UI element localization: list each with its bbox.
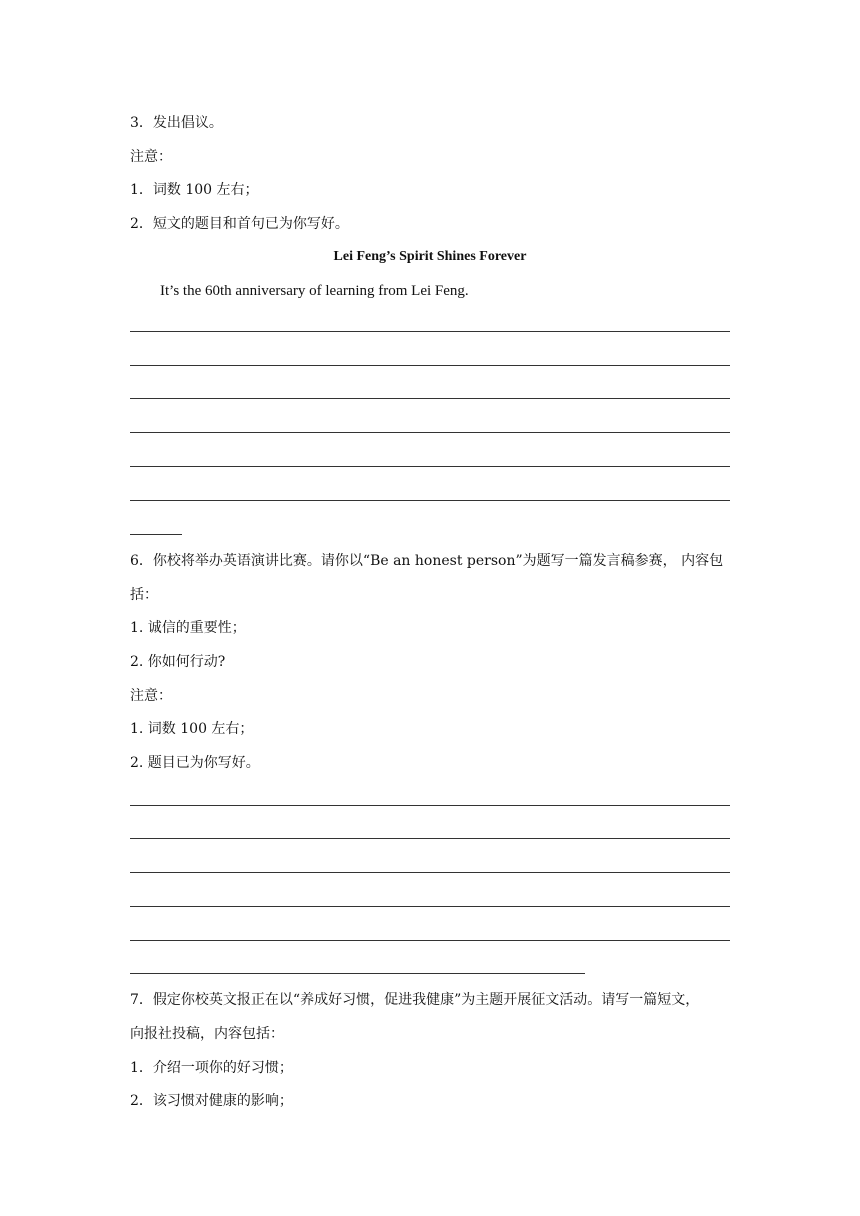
writing-line-short: [130, 973, 585, 974]
writing-line: [130, 838, 730, 839]
writing-line: [130, 940, 730, 941]
q7-item-2: 2．该习惯对健康的影响；: [130, 1093, 293, 1109]
q6-note-label: 注意：: [130, 688, 172, 704]
writing-line: [130, 398, 730, 399]
q6-item-1: 1. 诚信的重要性；: [130, 620, 246, 636]
writing-line-short: [130, 534, 182, 535]
prev-note-label: 注意：: [130, 149, 172, 165]
q6-prompt-cont: 括：: [130, 587, 158, 603]
essay-title: Lei Feng’s Spirit Shines Forever: [333, 249, 527, 264]
writing-line: [130, 331, 730, 332]
writing-line: [130, 432, 730, 433]
prev-note-2: 2．短文的题目和首句已为你写好。: [130, 216, 349, 232]
q7-prompt-cont: 向报社投稿，内容包括：: [130, 1026, 284, 1042]
prev-note-1: 1．词数 100 左右；: [130, 182, 259, 198]
writing-line: [130, 365, 730, 366]
essay-first-sentence: It’s the 60th anniversary of learning from Lei Feng.: [160, 283, 469, 299]
writing-line: [130, 500, 730, 501]
prev-item-3: 3．发出倡议。: [130, 115, 223, 131]
q7-prompt: 7．假定你校英文报正在以“养成好习惯，促进我健康”为主题开展征文活动。请写一篇短文，: [130, 992, 700, 1008]
q6-note-2: 2. 题目已为你写好。: [130, 755, 260, 771]
writing-line: [130, 466, 730, 467]
q6-prompt: 6．你校将举办英语演讲比赛。请你以“Be an honest person”为题写一篇发言稿参赛， 内容包: [130, 553, 724, 569]
writing-line: [130, 906, 730, 907]
writing-line: [130, 872, 730, 873]
q7-item-1: 1．介绍一项你的好习惯；: [130, 1060, 293, 1076]
q6-note-1: 1. 词数 100 左右；: [130, 721, 254, 737]
q6-item-2: 2. 你如何行动?: [130, 654, 226, 670]
writing-line: [130, 805, 730, 806]
